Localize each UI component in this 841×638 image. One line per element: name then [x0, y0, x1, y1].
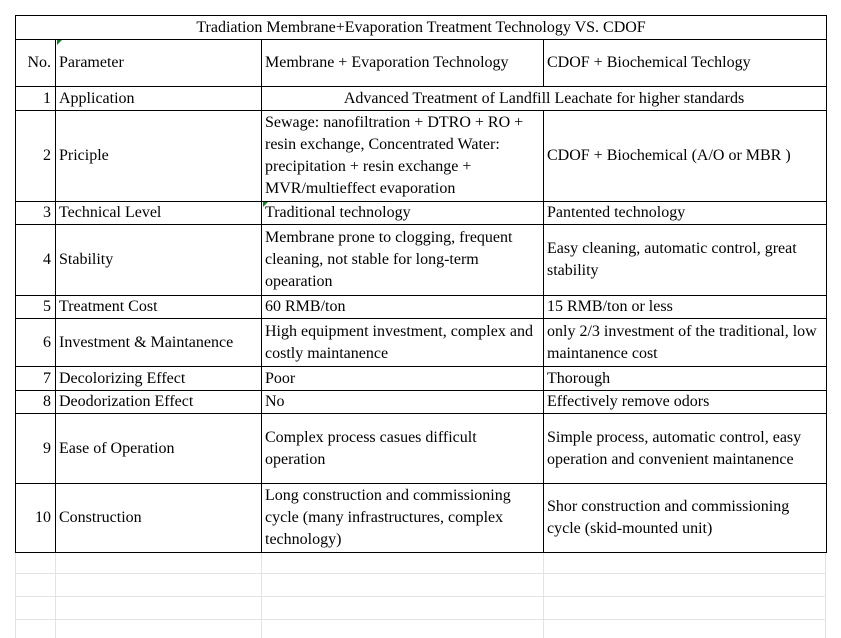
row-no[interactable]: 3 [16, 202, 56, 225]
row-cdof-value[interactable]: Shor construction and commissioning cycle (skid-mounted unit) [544, 484, 827, 553]
row-cdof-value[interactable]: Simple process, automatic control, easy operation and convenient maintanence [544, 414, 827, 484]
header-no[interactable]: No. [16, 40, 56, 87]
table-title-row [16, 16, 827, 40]
row-parameter[interactable]: Deodorization Effect [56, 391, 262, 414]
table-title[interactable]: Tradiation Membrane+Evaporation Treatment Technology VS. CDOF [16, 16, 827, 40]
row-no[interactable]: 10 [16, 484, 56, 553]
row-parameter[interactable]: Decolorizing Effect [56, 367, 262, 391]
table-row [16, 484, 827, 553]
row-no[interactable]: 1 [16, 87, 56, 111]
row-membrane-value[interactable]: Membrane prone to clogging, frequent cleaning, not stable for long-term opearation [262, 225, 544, 296]
row-parameter[interactable]: Treatment Cost [56, 296, 262, 319]
row-parameter[interactable]: Technical Level [56, 202, 262, 225]
row-cdof-value[interactable]: CDOF + Biochemical (A/O or MBR ) [544, 111, 827, 202]
row-cdof-value[interactable]: only 2/3 investment of the traditional, low maintanence cost [544, 319, 827, 367]
table-row [16, 414, 827, 484]
header-membrane[interactable]: Membrane + Evaporation Technology [262, 40, 544, 87]
row-parameter[interactable]: Construction [56, 484, 262, 553]
row-no[interactable]: 2 [16, 111, 56, 202]
row-membrane-value[interactable]: Poor [262, 367, 544, 391]
row-merged-value[interactable]: Advanced Treatment of Landfill Leachate for higher standards [262, 87, 827, 111]
row-no[interactable]: 9 [16, 414, 56, 484]
table-header-row [16, 40, 827, 87]
row-parameter[interactable]: Stability [56, 225, 262, 296]
table-row [16, 111, 827, 202]
row-membrane-value[interactable]: 60 RMB/ton [262, 296, 544, 319]
row-cdof-value[interactable]: Easy cleaning, automatic control, great stability [544, 225, 827, 296]
table-row [16, 391, 827, 414]
row-parameter[interactable]: Ease of Operation [56, 414, 262, 484]
row-no[interactable]: 8 [16, 391, 56, 414]
row-cdof-value[interactable]: Effectively remove odors [544, 391, 827, 414]
comparison-table [15, 15, 827, 553]
table-row [16, 202, 827, 225]
header-parameter[interactable]: Parameter [56, 40, 262, 87]
table-row [16, 87, 827, 111]
row-membrane-value[interactable]: No [262, 391, 544, 414]
row-no[interactable]: 6 [16, 319, 56, 367]
row-membrane-value[interactable]: Sewage: nanofiltration + DTRO + RO + resin exchange, Concentrated Water: precipitation + resin exchange + MVR/multieffect evaporation [262, 111, 544, 202]
table-row [16, 319, 827, 367]
cell-marker-icon [263, 202, 268, 207]
row-parameter[interactable]: Priciple [56, 111, 262, 202]
row-cdof-value[interactable]: 15 RMB/ton or less [544, 296, 827, 319]
row-membrane-value[interactable]: Long construction and commissioning cycle (many infrastructures, complex technology) [262, 484, 544, 553]
row-cdof-value[interactable]: Thorough [544, 367, 827, 391]
row-membrane-value[interactable]: Complex process casues difficult operation [262, 414, 544, 484]
row-parameter[interactable]: Application [56, 87, 262, 111]
cell-marker-icon [57, 40, 62, 45]
table-row [16, 225, 827, 296]
row-no[interactable]: 5 [16, 296, 56, 319]
header-cdof[interactable]: CDOF + Biochemical Techlogy [544, 40, 827, 87]
row-membrane-value[interactable]: High equipment investment, complex and costly maintanence [262, 319, 544, 367]
table-row [16, 296, 827, 319]
row-cdof-value[interactable]: Pantented technology [544, 202, 827, 225]
row-membrane-value[interactable]: Traditional technology [262, 202, 544, 225]
row-no[interactable]: 4 [16, 225, 56, 296]
row-parameter[interactable]: Investment & Maintanence [56, 319, 262, 367]
table-row [16, 367, 827, 391]
row-no[interactable]: 7 [16, 367, 56, 391]
